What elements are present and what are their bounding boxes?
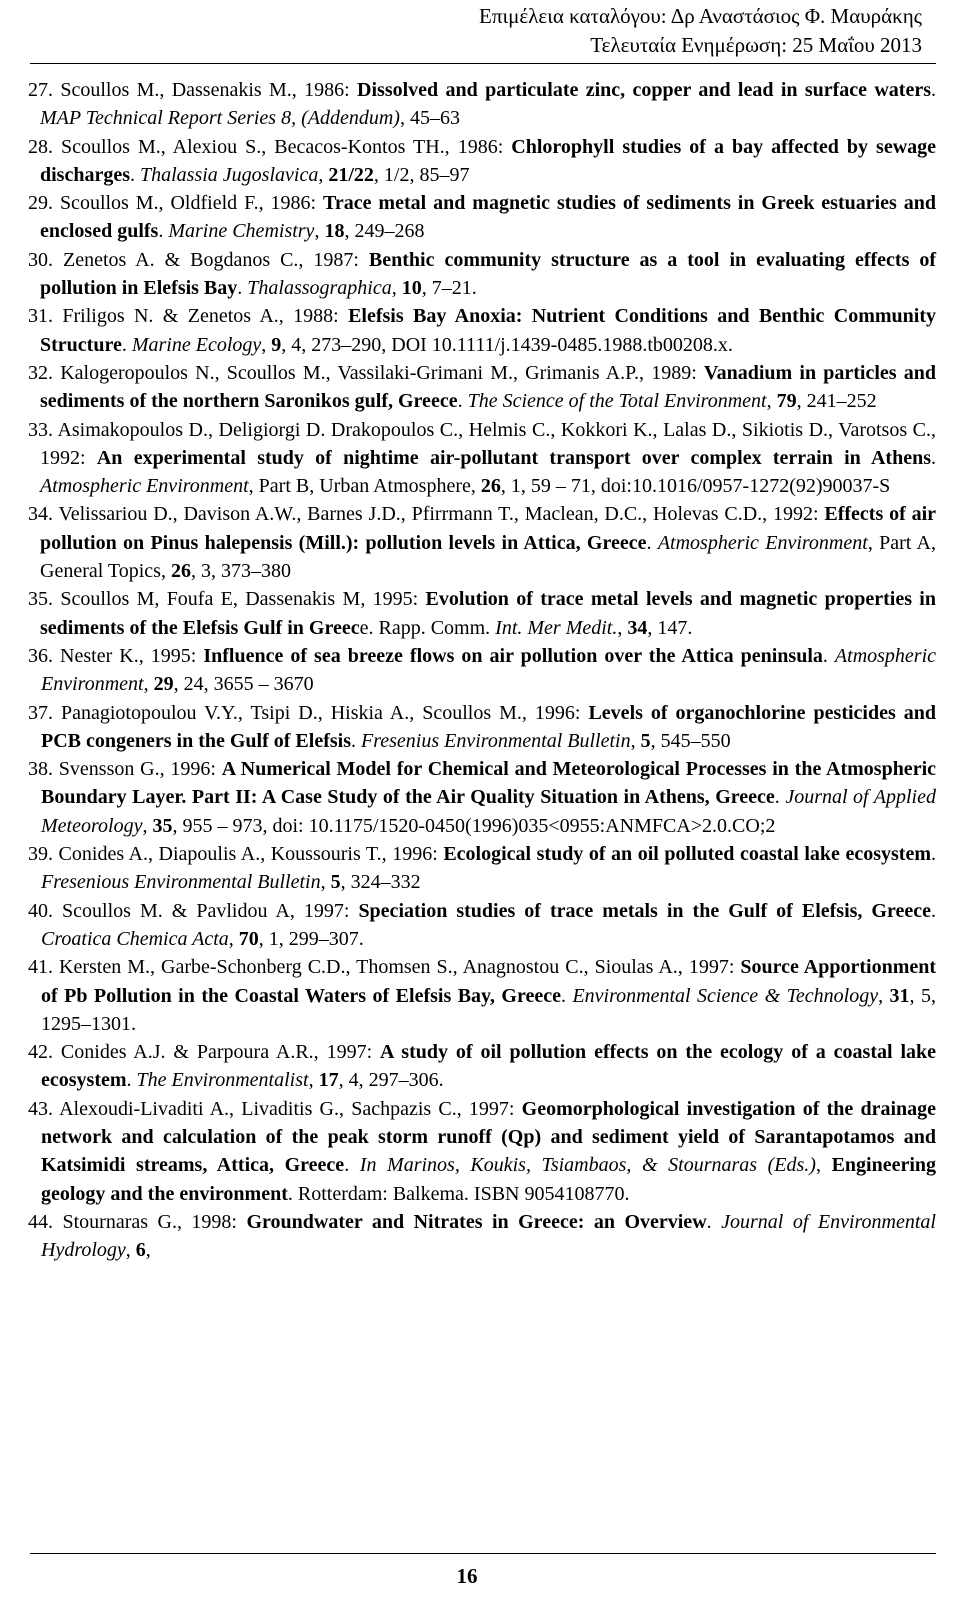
reference-journal: Fresenius Environmental Bulletin [361,729,631,752]
reference-authors: Scoullos M, Foufa E, Dassenakis M, 1995: [60,588,426,611]
reference-item [28,1208,936,1265]
reference-volume: 9 [271,333,282,356]
reference-volume: 70 [238,927,259,950]
reference-item [28,416,936,501]
reference-item [28,1095,936,1208]
reference-authors: Zenetos A. & Bogdanos C., 1987: [62,248,369,271]
reference-details: , 324–332 [340,871,421,894]
reference-separator: . [344,1154,360,1177]
reference-separator: , [228,927,239,950]
reference-volume: 21/22 [328,163,374,186]
reference-item [28,76,936,133]
reference-volume: 6 [135,1239,146,1262]
reference-separator: , [318,163,329,186]
reference-authors: Conides A.J. & Parpoura A.R., 1997: [60,1041,381,1064]
reference-journal: Croatica Chemica Acta [41,927,229,950]
reference-separator: . [457,390,468,413]
reference-separator: , [766,390,777,413]
reference-journal: Atmospheric Environment [41,644,937,696]
reference-separator: , Part B, Urban Atmosphere, [248,475,481,498]
reference-separator: . [121,333,132,356]
reference-title: An experimental study of nightime air-pollutant transport over complex terrain in Athens [96,446,931,469]
reference-journal: MAP Technical Report Series 8, (Addendum) [40,107,400,130]
reference-separator: . [560,984,573,1007]
reference-details: , 3, 373–380 [190,560,291,583]
reference-volume: 5 [640,729,651,752]
reference-volume: 29 [153,673,174,696]
reference-separator: . [130,163,140,186]
reference-title: Evolution of trace metal levels and magnetic properties in sediments of the Elefsis Gulf in Greec [40,588,936,639]
reference-authors: Kersten M., Garbe-Schonberg C.D., Thomsen S., Anagnostou C., Sioulas A., 1997: [59,956,741,979]
reference-title: Source Apportionment of Pb Pollution in the Coastal Waters of Elefsis Bay, Greece [41,956,937,1007]
reference-item [28,500,936,585]
reference-title: Trace metal and magnetic studies of sediments in Greek estuaries and enclosed gulfs [40,192,936,243]
reference-separator: e. Rapp. Comm. [359,616,496,639]
reference-item [28,755,936,840]
reference-separator: . [931,446,936,469]
reference-item [28,189,936,246]
reference-volume: 26 [170,560,191,583]
reference-item [28,642,936,699]
reference-number: 33. [28,418,58,441]
reference-authors: Velissariou D., Davison A.W., Barnes J.D., Pfirrmann T., Maclean, D.C., Holevas C.D., 1992: [58,503,825,526]
reference-separator: , [815,1154,832,1177]
reference-title: Effects of air pollution on Pinus halepensis (Mill.): pollution levels in Attica, Greece [40,503,937,554]
reference-volume: 31 [889,984,910,1007]
reference-item [28,699,936,756]
reference-title: A Numerical Model for Chemical and Meteorological Processes in the Atmospheric Boundary Layer. Part II: A Case Study of the Air Quality Situation in Athens, Greece [41,758,936,809]
reference-number: 30. [28,248,63,271]
reference-separator: , [320,871,331,894]
reference-separator: , [630,729,641,752]
reference-separator: , Part A, General Topics, [40,531,936,583]
reference-title: Vanadium in particles and sediments of the northern Saronikos gulf, Greece [40,361,937,413]
reference-item [28,1038,936,1095]
reference-details: , 1, 299–307. [258,927,364,950]
reference-number: 38. [28,758,59,781]
page-header [62,2,922,60]
reference-volume: 5 [330,871,341,894]
reference-details: , 24, 3655 – 3670 [173,673,314,696]
reference-number: 37. [28,701,61,724]
reference-number: 39. [28,843,59,866]
reference-number: 32. [28,361,61,384]
reference-number: 27. [28,79,61,101]
reference-separator: . [931,79,937,101]
reference-details: , [145,1239,151,1262]
reference-separator: , [125,1239,136,1262]
reference-volume: Engineering geology and the environment [41,1154,937,1205]
reference-separator: , [617,616,628,639]
reference-authors: Nester K., 1995: [60,644,204,667]
reference-separator: . [351,729,361,752]
reference-details: , 45–63 [399,107,460,130]
reference-volume: 79 [776,390,797,413]
reference-authors: Stournaras G., 1998: [62,1210,247,1233]
reference-journal: Journal of Environmental Hydrology [41,1210,936,1262]
reference-journal: Atmospheric Environment [40,475,249,498]
reference-item [28,359,936,416]
reference-details: , 545–550 [650,729,731,752]
reference-details: , 1/2, 85–97 [373,163,470,186]
reference-separator: . [931,843,936,866]
reference-journal: In Marinos, Koukis, Tsiambaos, & Stournaras (Eds.) [359,1154,816,1177]
reference-number: 31. [28,305,63,328]
reference-item [28,246,936,303]
reference-authors: Scoullos M., Dassenakis M., 1986: [60,79,358,101]
reference-authors: Scoullos M., Oldfield F., 1986: [59,192,324,215]
reference-separator: , [142,814,153,837]
reference-details: . Rotterdam: Balkema. ISBN 9054108770. [287,1182,630,1205]
reference-details: , 1, 59 – 71, doi:10.1016/0957-1272(92)90037-S [500,475,891,498]
reference-authors: Scoullos M., Alexiou S., Becacos-Kontos TH., 1986: [61,135,512,158]
reference-separator: . [646,531,658,554]
reference-authors: Conides A., Diapoulis A., Koussouris T., 1996: [58,843,444,866]
reference-separator: , [143,673,154,696]
reference-number: 40. [28,899,63,922]
reference-separator: . [158,220,169,243]
reference-number: 34. [28,503,59,526]
reference-number: 36. [28,644,61,667]
reference-volume: 35 [152,814,173,837]
reference-journal: Thalassographica [247,277,392,300]
header-rule [30,63,936,64]
reference-journal: Fresenious Environmental Bulletin [41,871,321,894]
reference-title: Influence of sea breeze flows on air pollution over the Attica peninsula [203,644,823,667]
reference-details: , 7–21. [421,277,477,300]
reference-number: 43. [28,1097,60,1120]
reference-volume: 17 [318,1069,339,1092]
reference-separator: . [822,644,835,667]
reference-details: , 955 – 973, doi: 10.1175/1520-0450(1996)035<0955:ANMFCA>2.0.CO;2 [172,814,776,837]
reference-title: Levels of organochlorine pesticides and PCB congeners in the Gulf of Elefsis [41,701,936,752]
reference-title: Ecological study of an oil polluted coastal lake ecosystem [443,843,931,866]
reference-item [28,897,936,954]
reference-item [28,133,936,190]
reference-item [28,302,936,359]
reference-separator: , [314,220,325,243]
reference-authors: Alexoudi-Livaditi A., Livaditis G., Sachpazis C., 1997: [59,1097,522,1120]
reference-journal: Thalassia Jugoslavica [140,163,319,186]
reference-authors: Scoullos M. & Pavlidou A, 1997: [62,899,359,922]
reference-separator: . [706,1210,722,1233]
reference-details: , 241–252 [796,390,877,413]
reference-title: Geomorphological investigation of the drainage network and calculation of the peak storm runoff (Qp) and sediment yield of Sarantapotamos and Katsimidi streams, Attica, Greece [41,1097,937,1177]
reference-list [28,76,936,1264]
reference-title: A study of oil pollution effects on the ecology of a coastal lake ecosystem [41,1041,937,1092]
reference-separator: , [878,984,890,1007]
reference-title: Dissolved and particulate zinc, copper and lead in surface waters [357,79,932,101]
reference-separator: , [308,1069,319,1092]
reference-details: , 5, 1295–1301. [41,984,937,1035]
header-update-line: Τελευταία Ενημέρωση: 25 Μαΐου 2013 [590,33,922,57]
reference-separator: . [931,899,937,922]
reference-volume: 10 [401,277,422,300]
reference-number: 29. [28,192,60,215]
reference-separator: . [237,277,248,300]
reference-title: Groundwater and Nitrates in Greece: an Overview [246,1210,707,1233]
footer-rule [30,1553,936,1554]
reference-number: 42. [28,1041,61,1064]
reference-item [28,840,936,897]
reference-journal: Environmental Science & Technology [572,984,879,1007]
reference-authors: Friligos N. & Zenetos A., 1988: [62,305,349,328]
reference-separator: , [261,333,272,356]
reference-item [28,585,936,642]
reference-separator: . [126,1069,137,1092]
reference-separator: . [774,786,786,809]
page-number: 16 [456,1564,478,1588]
reference-separator: , [391,277,402,300]
reference-title: Chlorophyll studies of a bay affected by sewage discharges [40,135,937,186]
reference-journal: Marine Chemistry [168,220,315,243]
reference-authors: Asimakopoulos D., Deligiorgi D. Drakopoulos C., Helmis C., Kokkori K., Lalas D., Sikiotis D., Varotsos C., 1992: [40,418,936,469]
reference-journal: The Science of the Total Environment [467,390,767,413]
reference-item [28,953,936,1038]
reference-volume: 18 [324,220,345,243]
reference-title: Elefsis Bay Anoxia: Nutrient Conditions and Benthic Community Structure [40,305,936,356]
reference-details: , 147. [647,616,693,639]
reference-number: 44. [28,1210,63,1233]
reference-authors: Panagiotopoulou V.Y., Tsipi D., Hiskia A., Scoullos M., 1996: [61,701,589,724]
reference-details: , 4, 273–290, DOI 10.1111/j.1439-0485.1988.tb00208.x. [281,333,733,356]
reference-journal: Int. Mer Medit. [495,616,618,639]
reference-volume: 34 [627,616,648,639]
reference-journal: Marine Ecology [131,333,262,356]
reference-title: Speciation studies of trace metals in the Gulf of Elefsis, Greece [358,899,932,922]
reference-journal: The Environmentalist [136,1069,309,1092]
reference-details: , 4, 297–306. [338,1069,444,1092]
header-editor-line: Επιμέλεια καταλόγου: Δρ Αναστάσιος Φ. Μαυράκης [479,4,922,28]
reference-title: Benthic community structure as a tool in evaluating effects of pollution in Elefsis Bay [40,248,937,300]
reference-number: 35. [28,588,61,611]
reference-authors: Kalogeropoulos N., Scoullos M., Vassilaki-Grimani M., Grimanis A.P., 1989: [60,361,704,384]
reference-journal: Journal of Applied Meteorology [41,786,936,837]
reference-number: 41. [28,956,60,979]
reference-authors: Svensson G., 1996: [58,758,222,781]
reference-number: 28. [28,135,62,158]
reference-volume: 26 [480,475,501,498]
reference-journal: Atmospheric Environment [657,531,868,554]
reference-details: , 249–268 [344,220,425,243]
